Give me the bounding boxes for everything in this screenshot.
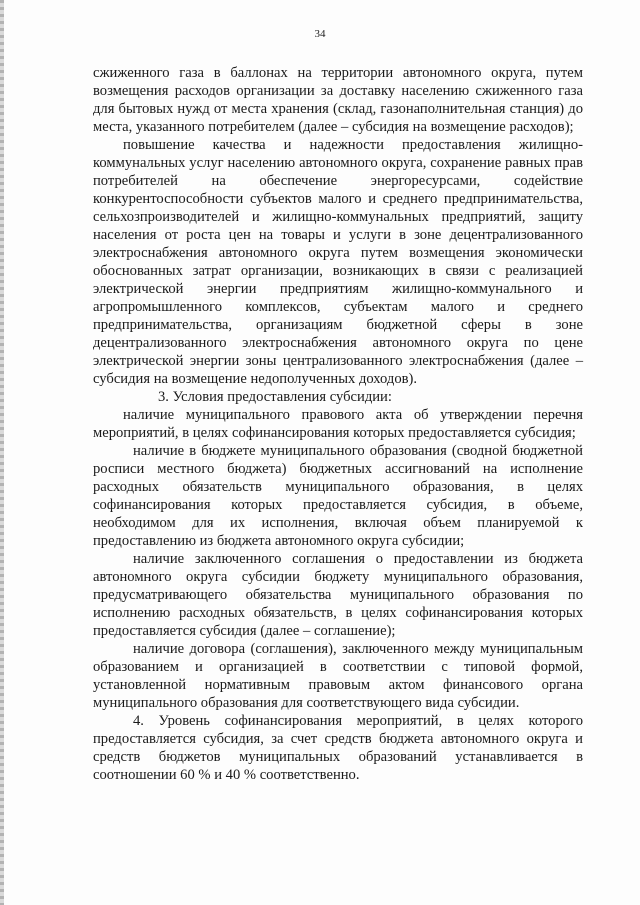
- section-heading-conditions: 3. Условия предоставления субсидии:: [158, 389, 392, 405]
- paragraph-condition-municipal-act: наличие муниципального правового акта об утверждении перечня мероприятий, в целях софинансирования которых предоставляется субсидия;: [93, 407, 583, 441]
- scan-edge-strip: [0, 0, 4, 905]
- paragraph-condition-contract: наличие договора (соглашения), заключенного между муниципальным образованием и организацией в соответствии с типовой формой, установленной нормативным правовым актом финансового органа муниципального образования для соответствующего вида субсидии.: [93, 641, 583, 711]
- paragraph-electricity-subsidy: повышение качества и надежности предоставления жилищно-коммунальных услуг населению автономного округа, сохранение равных прав потребителей на обеспечение энергоресурсами, содействие конкурентоспособности субъектов малого и среднего предпринимательства, сельхозпроизводителей и жилищно-коммунальных предприятий, защиту населения от роста цен на товары и услуги в зоне децентрализованного электроснабжения автономного округа путем возмещения экономически обоснованных затрат организации, возникающих в связи с реализацией электрической энергии предприятиям жилищно-коммунального и агропромышленного комплексов, субъектам малого и среднего предпринимательства, организациям бюджетной сферы в зоне децентрализованного электроснабжения автономного округа по цене электрической энергии зоны централизованного электроснабжения (далее – субсидия на возмещение недополученных доходов).: [93, 137, 583, 387]
- paragraph-cofinancing-level: 4. Уровень софинансирования мероприятий, в целях которого предоставляется субсидия, за счет средств бюджета автономного округа и средств бюджетов муниципальных образований устанавливается в соотношении 60 % и 40 % соответственно.: [93, 713, 583, 783]
- paragraph-condition-budget-allocations: наличие в бюджете муниципального образования (сводной бюджетной росписи местного бюджета) бюджетных ассигнований на исполнение расходных обязательств муниципального образования, в целях софинансирования которых предоставляется субсидия, в объеме, необходимом для их исполнения, включая объем планируемой к предоставлению из бюджета автономного округа субсидии;: [93, 443, 583, 549]
- page-number: 34: [314, 28, 326, 40]
- document-body: [93, 64, 583, 784]
- paragraph-condition-agreement: наличие заключенного соглашения о предоставлении из бюджета автономного округа субсидии бюджету муниципального образования, предусматривающего обязательства муниципального образования по исполнению расходных обязательств, в целях софинансирования которых предоставляется субсидия (далее – соглашение);: [93, 551, 583, 639]
- paragraph-gas-subsidy-continuation: сжиженного газа в баллонах на территории автономного округа, путем возмещения расходов организации за доставку населению сжиженного газа для бытовых нужд от места хранения (склад, газонаполнительная станция) до места, указанного потребителем (далее – субсидия на возмещение расходов);: [93, 65, 583, 135]
